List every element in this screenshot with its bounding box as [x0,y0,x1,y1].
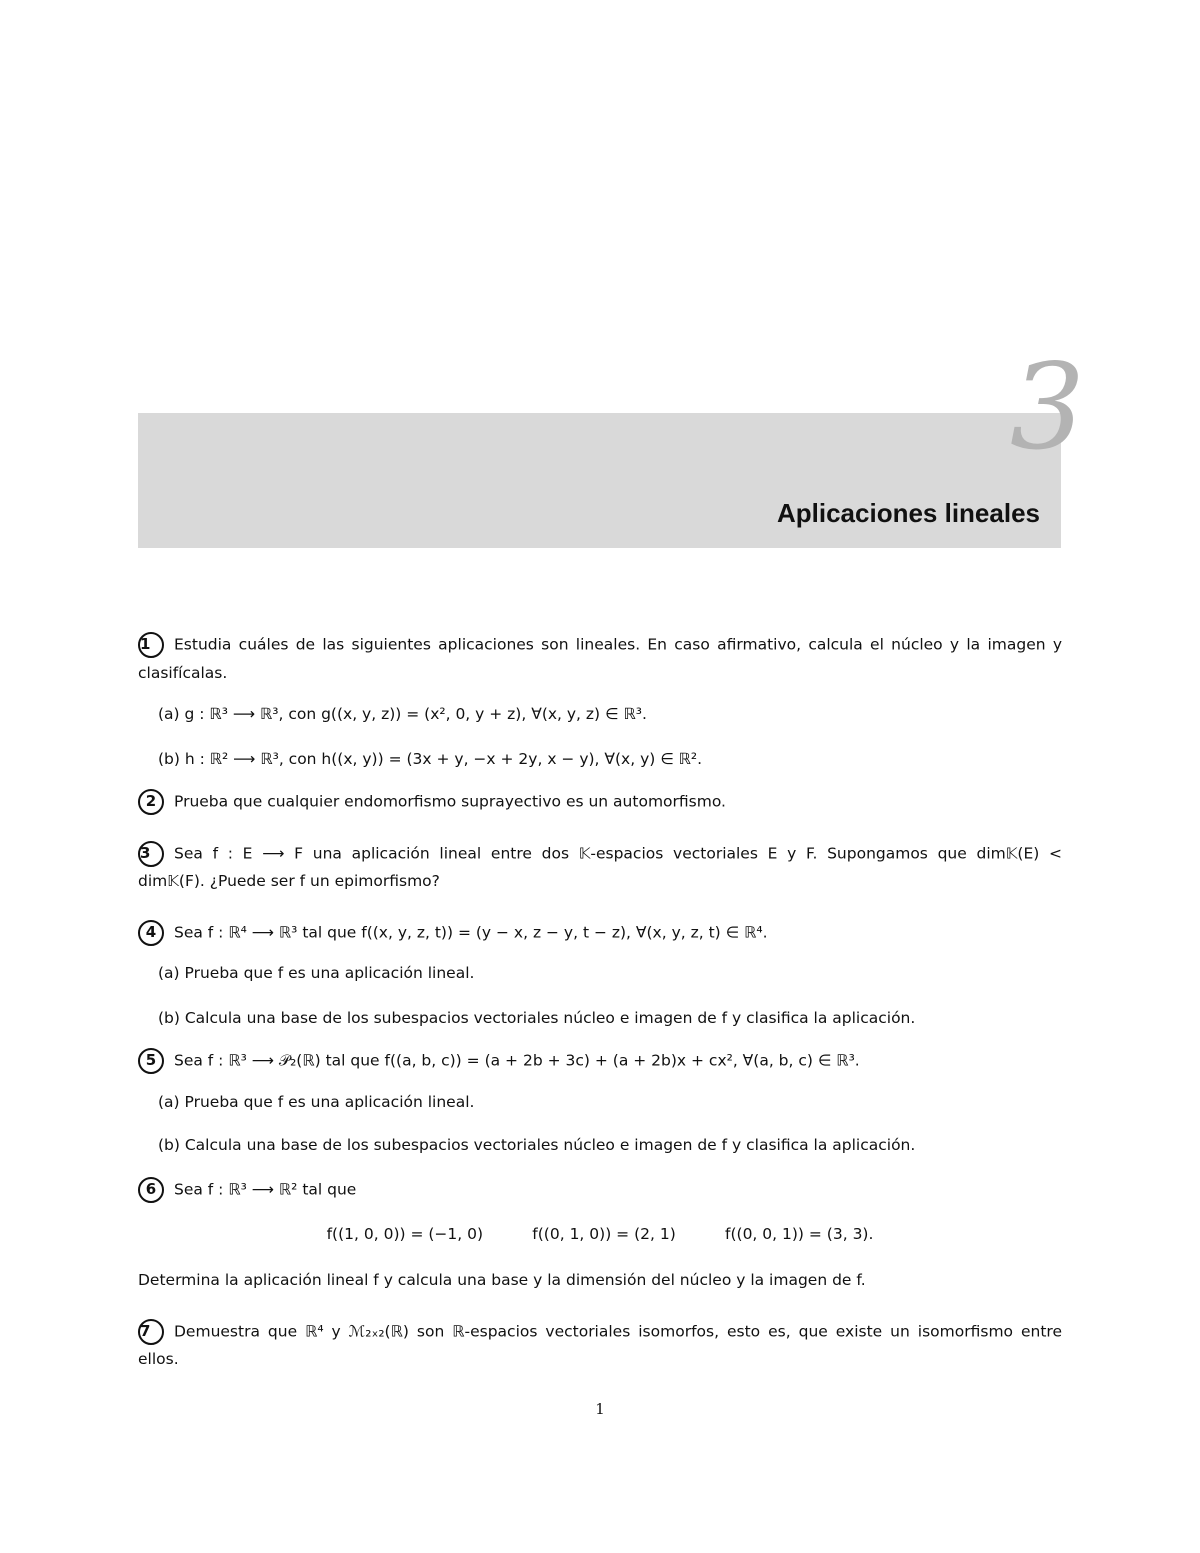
problem-number-badge: 5 [138,1048,164,1074]
problem-2-line-1: 2 Prueba que cualquier endomorfismo suprayectivo es un automorfismo. [138,789,1062,815]
problem-7-line-1: 7 Demuestra que ℝ⁴ y ℳ₂ₓ₂(ℝ) son ℝ-espacios vectoriales isomorfos, esto es, que existe un isomorfismo entre [138,1319,1062,1345]
problem-number-badge: 2 [138,789,164,815]
problem-number-badge: 1 [138,632,164,658]
problem-1-line-2: clasifícalas. [138,664,228,682]
problem-1-item-a: (a) g : ℝ³ ⟶ ℝ³, con g((x, y, z)) = (x², 0, y + z), ∀(x, y, z) ∈ ℝ³. [158,705,647,723]
problem-6-text: Determina la aplicación lineal f y calcula una base y la dimensión del núcleo y la imagen de f. [138,1271,866,1289]
problem-1-item-b: (b) h : ℝ² ⟶ ℝ³, con h((x, y)) = (3x + y, −x + 2y, x − y), ∀(x, y) ∈ ℝ². [158,750,703,768]
problem-number-badge: 6 [138,1177,164,1203]
problem-number-badge: 7 [138,1319,164,1345]
problem-6-display-equation: f((1, 0, 0)) = (−1, 0) f((0, 1, 0)) = (2, 1) f((0, 0, 1)) = (3, 3). [326,1225,874,1243]
page-number: 1 [595,1400,605,1418]
chapter-title: Aplicaciones lineales [776,498,1040,528]
problem-3-line-2: dim𝕂(F). ¿Puede ser f un epimorfismo? [138,872,440,890]
problem-6-line-1: 6 Sea f : ℝ³ ⟶ ℝ² tal que [138,1177,1062,1203]
chapter-number: 3 [1009,338,1085,476]
problem-1-line-1: 1 Estudia cuáles de las siguientes aplicaciones son lineales. En caso afirmativo, calcula el núcleo y la imagen y [138,632,1062,658]
problem-number-badge: 3 [138,841,164,867]
problem-7-line-2: ellos. [138,1350,179,1368]
problem-4-item-a: (a) Prueba que f es una aplicación lineal. [158,964,475,982]
problem-4-item-b: (b) Calcula una base de los subespacios vectoriales núcleo e imagen de f y clasifica la aplicación. [158,1009,916,1027]
problem-5-line-1: 5 Sea f : ℝ³ ⟶ 𝒫₂(ℝ) tal que f((a, b, c)) = (a + 2b + 3c) + (a + 2b)x + cx², ∀(a, b, c) ∈ ℝ³. [138,1048,1062,1074]
problem-4-line-1: 4 Sea f : ℝ⁴ ⟶ ℝ³ tal que f((x, y, z, t)) = (y − x, z − y, t − z), ∀(x, y, z, t) ∈ ℝ⁴. [138,920,1062,946]
problem-5-item-b: (b) Calcula una base de los subespacios vectoriales núcleo e imagen de f y clasifica la aplicación. [158,1136,916,1154]
problem-number-badge: 4 [138,920,164,946]
problem-5-item-a: (a) Prueba que f es una aplicación lineal. [158,1093,475,1111]
problem-3-line-1: 3 Sea f : E ⟶ F una aplicación lineal entre dos 𝕂-espacios vectoriales E y F. Supongamos que dim𝕂(E) < [138,841,1062,867]
